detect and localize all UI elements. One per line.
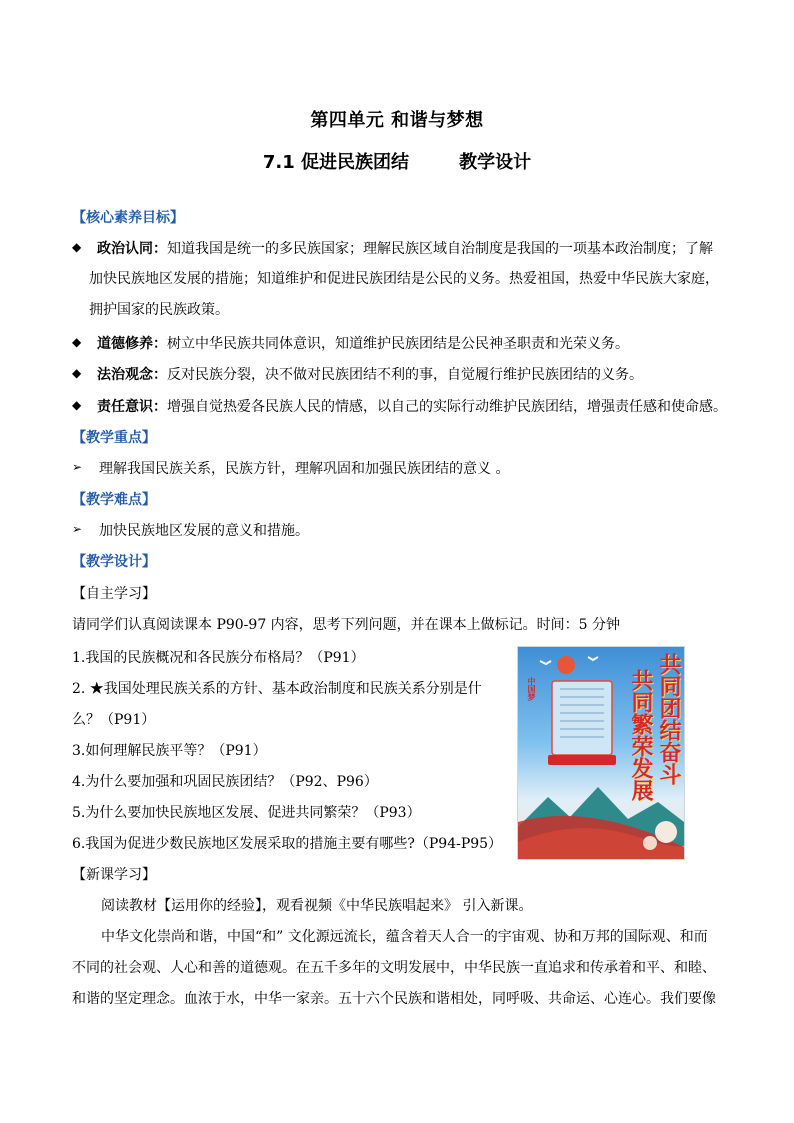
arrow-bullet-icon: ➢ [72,460,83,474]
goal-text: 反对民族分裂，决不做对民族团结不利的事，自觉履行维护民族团结的义务。 [167,367,643,383]
question-item: 1.我国的民族概况和各民族分布格局？（P91） [72,650,365,666]
diamond-bullet-icon: ◆ [72,240,82,254]
diamond-bullet-icon: ◆ [72,398,82,412]
section-core-heading: 【核心素养目标】 [72,210,184,226]
goal-political-line3: 拥护国家的民族政策。 [89,302,229,318]
paragraph-line: 不同的社会观、人心和善的道德观。在五千多年的文明发展中，中华民族一直追求和传承着和平、和睦、 [72,960,716,976]
arrow-bullet-icon: ➢ [72,522,83,536]
section-design-heading: 【教学设计】 [72,554,156,570]
unit-title: 第四单元 和谐与梦想 [310,110,484,131]
self-study-intro: 请同学们认真阅读课本 P90-97 内容，思考下列问题，并在课本上做标记。时间：5 分钟 [72,617,621,633]
goal-moral [97,333,629,353]
goal-responsibility [97,396,727,416]
text-panel [552,681,612,755]
goal-label: 法治观念： [97,367,167,383]
goal-text: 知道我国是统一的多民族国家；理解民族区域自治制度是我国的一项基本政治制度；了解 [167,241,713,257]
question-item: 4.为什么要加强和巩固民族团结？（P92、P96） [72,774,378,790]
lesson-title: 7.1 促进民族团结 教学设计 [262,152,532,173]
goal-text: 增强自觉热爱各民族人民的情感，以自己的实际行动维护民族团结，增强责任感和使命感。 [167,399,727,415]
goal-label: 责任意识： [97,399,167,415]
question-item: 5.为什么要加快民族地区发展、促进共同繁荣？（P93） [72,805,421,821]
dove-icon [588,657,598,660]
poster-slogan-1: 共同团结奋斗 [656,653,681,785]
flower-icon [643,836,657,850]
section-key-heading: 【教学重点】 [72,430,156,446]
lantern-icon [557,656,575,674]
paragraph-line: 中华文化崇尚和谐，中国“和” 文化源远流长，蕴含着天人合一的宇宙观、协和万邦的国际观、和而 [101,929,708,945]
paragraph-line: 和谐的坚定理念。血浓于水，中华一家亲。五十六个民族和谐相处，同呼吸、共命运、心连心。我们要像 [72,991,716,1007]
poster-slogan-2: 共同繁荣发展 [628,669,653,801]
banner-badge [548,755,616,765]
goal-law [97,364,643,384]
paragraph-line: 阅读教材【运用你的经验】，观看视频《中华民族唱起来》 引入新课。 [101,898,533,914]
section-difficult-heading: 【教学难点】 [72,492,156,508]
new-study-heading: 【新课学习】 [72,867,156,883]
goal-label: 道德修养： [97,336,167,352]
question-item: 2. ★我国处理民族关系的方针、基本政治制度和民族关系分别是什 [72,681,482,697]
goal-political-line2: 加快民族地区发展的措施；知道维护和促进民族团结是公民的义务。热爱祖国，热爱中华民族大家庭， [89,271,719,287]
key-point-text: 理解我国民族关系，民族方针，理解巩固和加强民族团结的意义 。 [99,461,510,477]
difficult-point-text: 加快民族地区发展的意义和措施。 [99,523,309,539]
unity-poster-image [517,646,685,860]
goal-label: 政治认同： [97,241,167,257]
dove-icon [540,661,551,664]
diamond-bullet-icon: ◆ [72,366,82,380]
goal-text: 树立中华民族共同体意识，知道维护民族团结是公民神圣职责和光荣义务。 [167,336,629,352]
question-item: 6.我国为促进少数民族地区发展采取的措施主要有哪些?（P94-P95） [72,836,503,852]
flower-icon [655,821,677,843]
goal-political [97,238,713,258]
question-item: 3.如何理解民族平等？（P91） [72,743,267,759]
brand-text: 中国梦 [527,677,536,701]
diamond-bullet-icon: ◆ [72,335,82,349]
question-item: 么？（P91） [72,712,156,728]
self-study-heading: 【自主学习】 [72,586,156,602]
